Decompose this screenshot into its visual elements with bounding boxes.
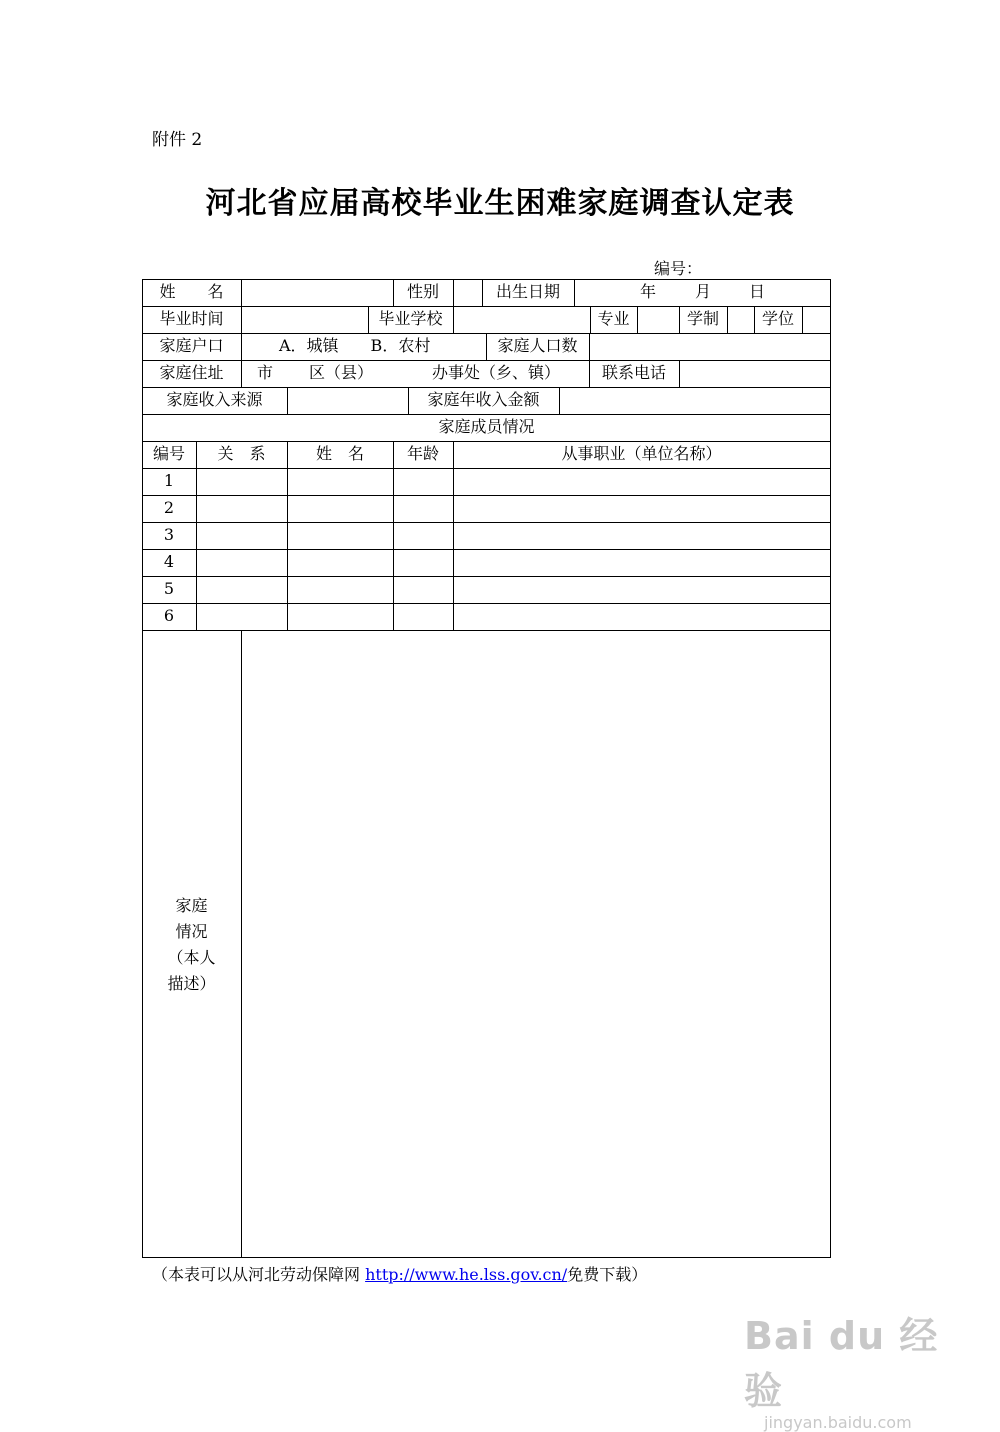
hukou-options: A．城镇 B．农村 <box>279 336 431 355</box>
schooling-length-label: 学制 <box>686 309 719 328</box>
month-label: 月 <box>695 282 712 301</box>
household-size-label: 家庭人口数 <box>497 336 578 355</box>
income-source-label: 家庭收入来源 <box>166 390 263 409</box>
family-situation-label: 家庭 情况 （本人 描述） <box>167 896 216 993</box>
hukou-label: 家庭户口 <box>159 336 224 355</box>
member-number: 4 <box>163 552 175 571</box>
major-label: 专业 <box>597 309 630 328</box>
family-members-title: 家庭成员情况 <box>438 417 535 436</box>
footer-prefix: （本表可以从河北劳动保障网 <box>152 1265 366 1284</box>
footer-suffix: 免费下载） <box>567 1265 648 1284</box>
member-number: 6 <box>163 606 175 625</box>
gender-label: 性别 <box>406 282 439 301</box>
phone-label: 联系电话 <box>601 363 666 382</box>
survey-form-table <box>142 279 831 1258</box>
footer-note <box>152 1262 647 1285</box>
city-label: 市 <box>257 363 274 382</box>
baidu-watermark <box>744 1305 944 1432</box>
column-name: 姓 名 <box>315 444 364 463</box>
form-title: 河北省应届高校毕业生困难家庭调查认定表 <box>205 186 795 221</box>
member-number: 5 <box>163 579 175 598</box>
member-number: 3 <box>163 525 175 544</box>
column-number: 编号 <box>152 444 185 463</box>
district-label: 区（县） <box>309 363 374 382</box>
column-age: 年龄 <box>406 444 439 463</box>
attachment-label: 附件 2 <box>152 130 203 150</box>
column-relation: 关 系 <box>217 444 266 463</box>
birth-date-label: 出生日期 <box>495 282 560 301</box>
graduation-time-label: 毕业时间 <box>159 309 224 328</box>
watermark-main: Bai du 经验 <box>744 1314 939 1413</box>
watermark-sub: jingyan.baidu.com <box>764 1413 912 1432</box>
graduation-school-label: 毕业学校 <box>378 309 443 328</box>
member-number: 1 <box>163 471 175 490</box>
download-link[interactable]: http://www.he.lss.gov.cn/ <box>365 1265 568 1284</box>
annual-income-label: 家庭年收入金额 <box>427 390 540 409</box>
degree-label: 学位 <box>761 309 794 328</box>
number-label: 编号： <box>654 259 703 278</box>
name-label: 姓 名 <box>159 282 224 301</box>
address-label: 家庭住址 <box>159 363 224 382</box>
member-number: 2 <box>163 498 175 517</box>
office-label: 办事处（乡、镇） <box>432 363 561 382</box>
day-label: 日 <box>749 282 766 301</box>
column-occupation: 从事职业（单位名称） <box>561 444 722 463</box>
year-label: 年 <box>640 282 657 301</box>
